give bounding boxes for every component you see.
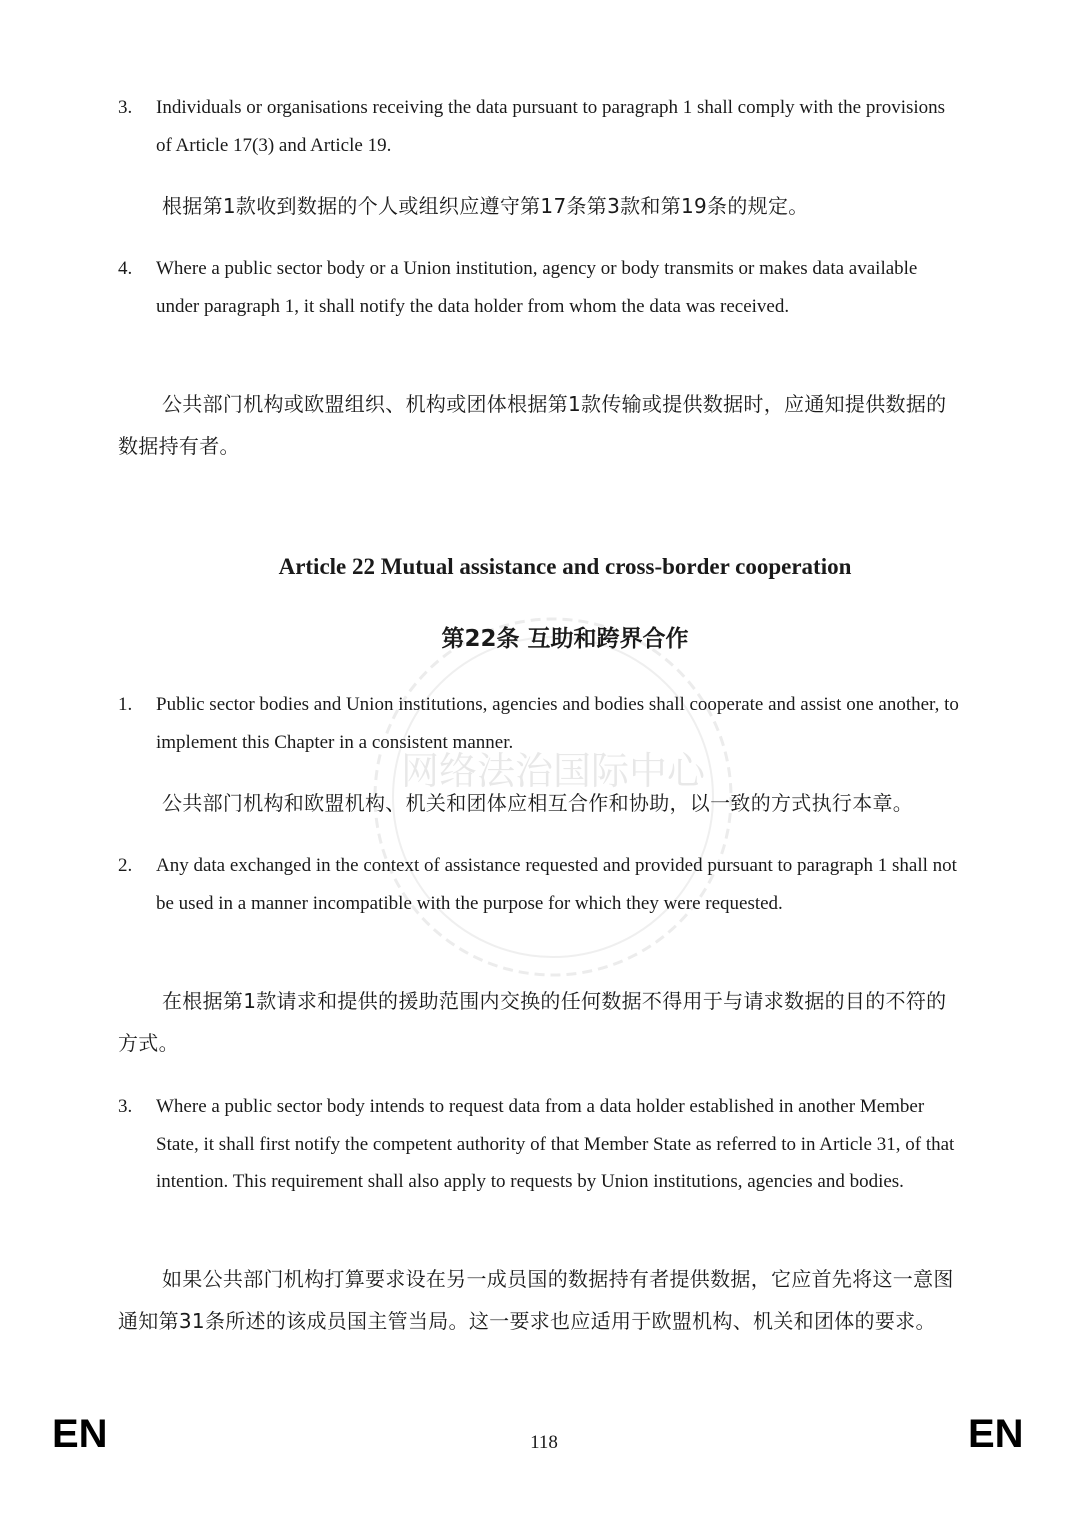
item-text: Public sector bodies and Union institutions, agencies and bodies shall cooperate and assist one another, to implement this Chapter in a consistent manner. bbox=[156, 694, 959, 753]
item-number: 4. bbox=[118, 258, 133, 279]
footer-language-left: EN bbox=[52, 1412, 108, 1456]
footer-language-right: EN bbox=[968, 1412, 1024, 1456]
item-text: Where a public sector body intends to request data from a data holder established in another Member State, it shall first notify the competent authority of that Member State as referred to in Article 31, of that intention. This requirement shall also apply to requests by Union institutions, agencies and bodies. bbox=[156, 1096, 955, 1192]
item-3-zh: 根据第1款收到数据的个人或组织应遵守第17条第3款和第19条的规定。 bbox=[162, 194, 809, 218]
article-para-1-zh: 公共部门机构和欧盟机构、机关和团体应相互合作和协助，以一致的方式执行本章。 bbox=[162, 791, 914, 815]
item-3-en bbox=[118, 89, 963, 164]
article-para-3-zh: 如果公共部门机构打算要求设在另一成员国的数据持有者提供数据，它应首先将这一意图通知第31条所述的该成员国主管当局。这一要求也应适用于欧盟机构、机关和团体的要求。 bbox=[118, 1267, 954, 1333]
item-number: 3. bbox=[118, 1096, 133, 1117]
item-number: 2. bbox=[118, 855, 133, 876]
article-para-3-en bbox=[118, 1088, 963, 1201]
page-number: 118 bbox=[530, 1432, 558, 1453]
item-text: Individuals or organisations receiving the data pursuant to paragraph 1 shall comply with the provisions of Article 17(3) and Article 19. bbox=[156, 97, 946, 156]
item-text: Any data exchanged in the context of assistance requested and provided pursuant to paragraph 1 shall not be used in a manner incompatible with the purpose for which they were requested. bbox=[156, 855, 957, 914]
item-number: 1. bbox=[118, 694, 133, 715]
item-number: 3. bbox=[118, 97, 133, 118]
article-para-2-zh: 在根据第1款请求和提供的援助范围内交换的任何数据不得用于与请求数据的目的不符的方式。 bbox=[118, 989, 947, 1055]
item-4-en bbox=[118, 250, 963, 325]
article-heading-en: Article 22 Mutual assistance and cross-border cooperation bbox=[278, 554, 852, 579]
article-para-1-en bbox=[118, 686, 963, 761]
item-text: Where a public sector body or a Union institution, agency or body transmits or makes data available under paragraph 1, it shall notify the data holder from whom the data was received. bbox=[156, 258, 918, 317]
watermark-text: 网络法治国际中心 bbox=[400, 749, 706, 793]
item-4-zh: 公共部门机构或欧盟组织、机构或团体根据第1款传输或提供数据时，应通知提供数据的数据持有者。 bbox=[118, 392, 947, 458]
article-heading-zh: 第22条 互助和跨界合作 bbox=[441, 626, 689, 652]
article-para-2-en bbox=[118, 847, 963, 922]
